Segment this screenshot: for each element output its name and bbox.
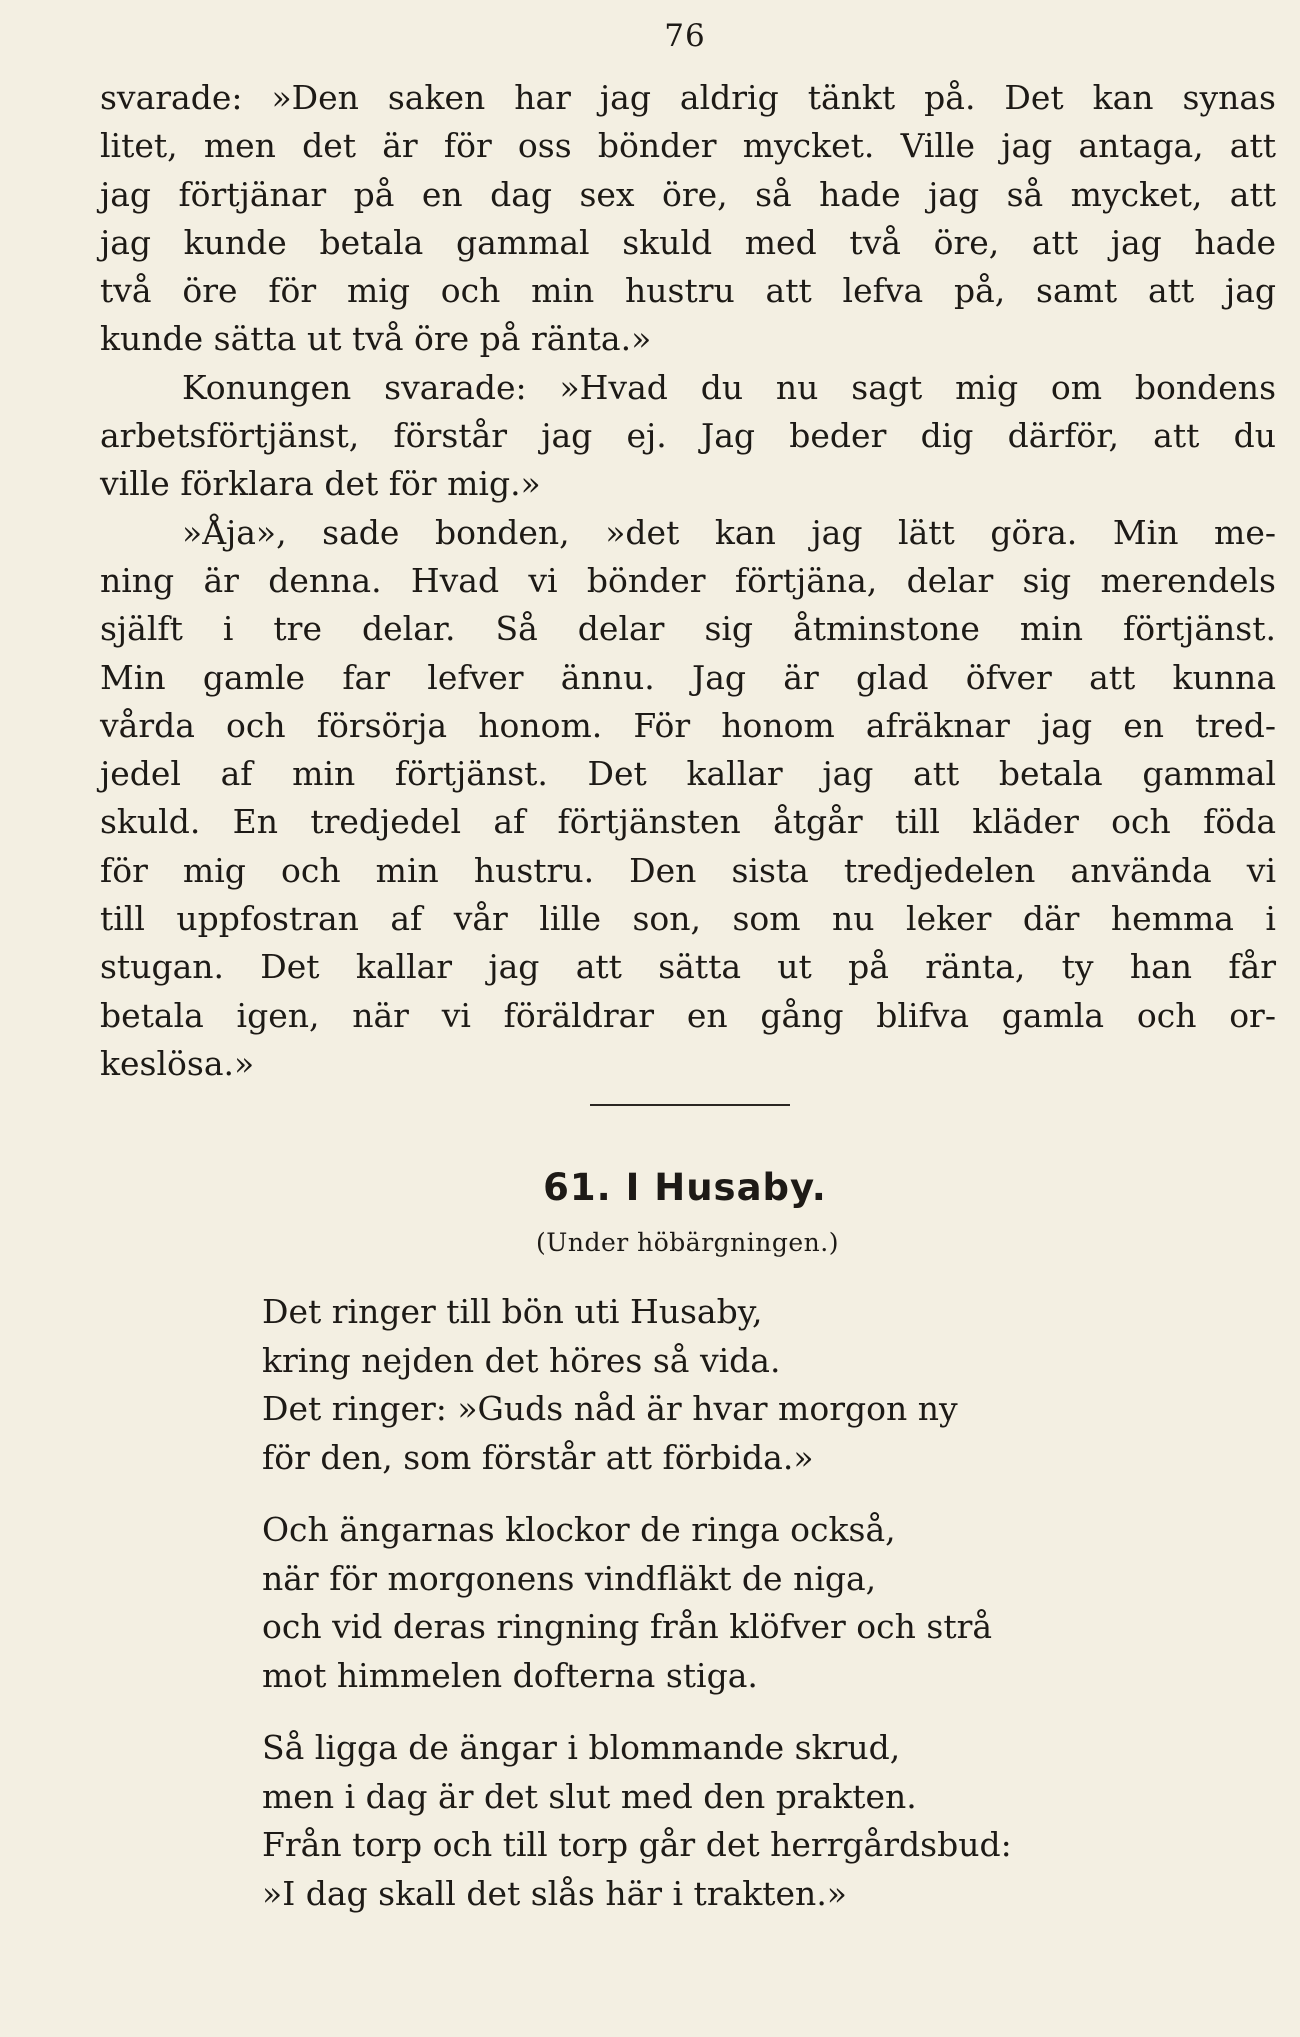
text-line: jag kunde betala gammal skuld med två öre, att jag hade <box>100 222 1276 262</box>
paragraph-2 <box>100 364 1276 509</box>
verse-line: Och ängarnas klockor de ringa också, <box>262 1510 896 1549</box>
verse-line: Från torp och till torp går det herrgårdsbud: <box>262 1825 1012 1864</box>
stanza-2 <box>262 1506 1162 1700</box>
verse-line: kring nejden det höres så vida. <box>262 1340 781 1380</box>
text-line: arbetsförtjänst, förstår jag ej. Jag beder dig därför, att du <box>100 416 1276 456</box>
verse-line: Det ringer till bön uti Husaby, <box>262 1292 763 1331</box>
text-line: stugan. Det kallar jag att sätta ut på ränta, ty han får <box>100 947 1276 987</box>
text-line: ville förklara det för mig.» <box>100 464 541 504</box>
poem-body <box>262 1288 1162 1942</box>
text-line: för mig och min hustru. Den sista tredjedelen använda vi <box>100 850 1276 890</box>
text-line: betala igen, när vi föräldrar en gång blifva gamla och or- <box>100 995 1276 1035</box>
text-line: vårda och försörja honom. För honom afräknar jag en tred- <box>100 705 1276 745</box>
verse-line: Så ligga de ängar i blommande skrud, <box>262 1728 901 1767</box>
text-line: kunde sätta ut två öre på ränta.» <box>100 319 652 359</box>
poem-subtitle: (Under höbärgningen.) <box>536 1228 839 1257</box>
section-divider <box>590 1104 790 1106</box>
text-line: jag förtjänar på en dag sex öre, så hade jag så mycket, att <box>100 174 1276 214</box>
text-line: keslösa.» <box>100 1043 255 1083</box>
stanza-1 <box>262 1288 1162 1482</box>
text-line: litet, men det är för oss bönder mycket. Ville jag antaga, att <box>100 126 1276 166</box>
paragraph-3 <box>100 509 1276 1089</box>
page-number: 76 <box>664 18 706 54</box>
text-line: Konungen svarade: »Hvad du nu sagt mig om bondens <box>182 367 1276 407</box>
verse-line: och vid deras ringning från klöfver och strå <box>262 1607 993 1646</box>
text-line: två öre för mig och min hustru att lefva på, samt att jag <box>100 271 1276 311</box>
stanza-3 <box>262 1724 1162 1918</box>
text-line: Min gamle far lefver ännu. Jag är glad öfver att kunna <box>100 657 1276 697</box>
prose-text <box>100 74 1276 1088</box>
verse-line: »I dag skall det slås här i trakten.» <box>262 1873 847 1913</box>
text-line: svarade: »Den saken har jag aldrig tänkt på. Det kan synas <box>100 78 1276 117</box>
verse-line: men i dag är det slut med den prakten. <box>262 1776 917 1816</box>
text-line: till uppfostran af vår lille son, som nu leker där hemma i <box>100 899 1276 939</box>
paragraph-1 <box>100 74 1276 364</box>
text-line: skuld. En tredjedel af förtjänsten åtgår till kläder och föda <box>100 802 1276 842</box>
text-line: själft i tre delar. Så delar sig åtminstone min förtjänst. <box>100 609 1276 649</box>
verse-line: för den, som förstår att förbida.» <box>262 1437 814 1477</box>
text-line: jedel af min förtjänst. Det kallar jag att betala gammal <box>100 754 1276 794</box>
text-line: »Åja», sade bonden, »det kan jag lätt göra. Min me- <box>182 512 1276 552</box>
poem-title: 61. I Husaby. <box>543 1166 827 1209</box>
verse-line: när för morgonens vindfläkt de niga, <box>262 1558 877 1598</box>
verse-line: Det ringer: »Guds nåd är hvar morgon ny <box>262 1389 958 1428</box>
text-line: ning är denna. Hvad vi bönder förtjäna, delar sig merendels <box>100 560 1276 600</box>
verse-line: mot himmelen dofterna stiga. <box>262 1655 758 1695</box>
